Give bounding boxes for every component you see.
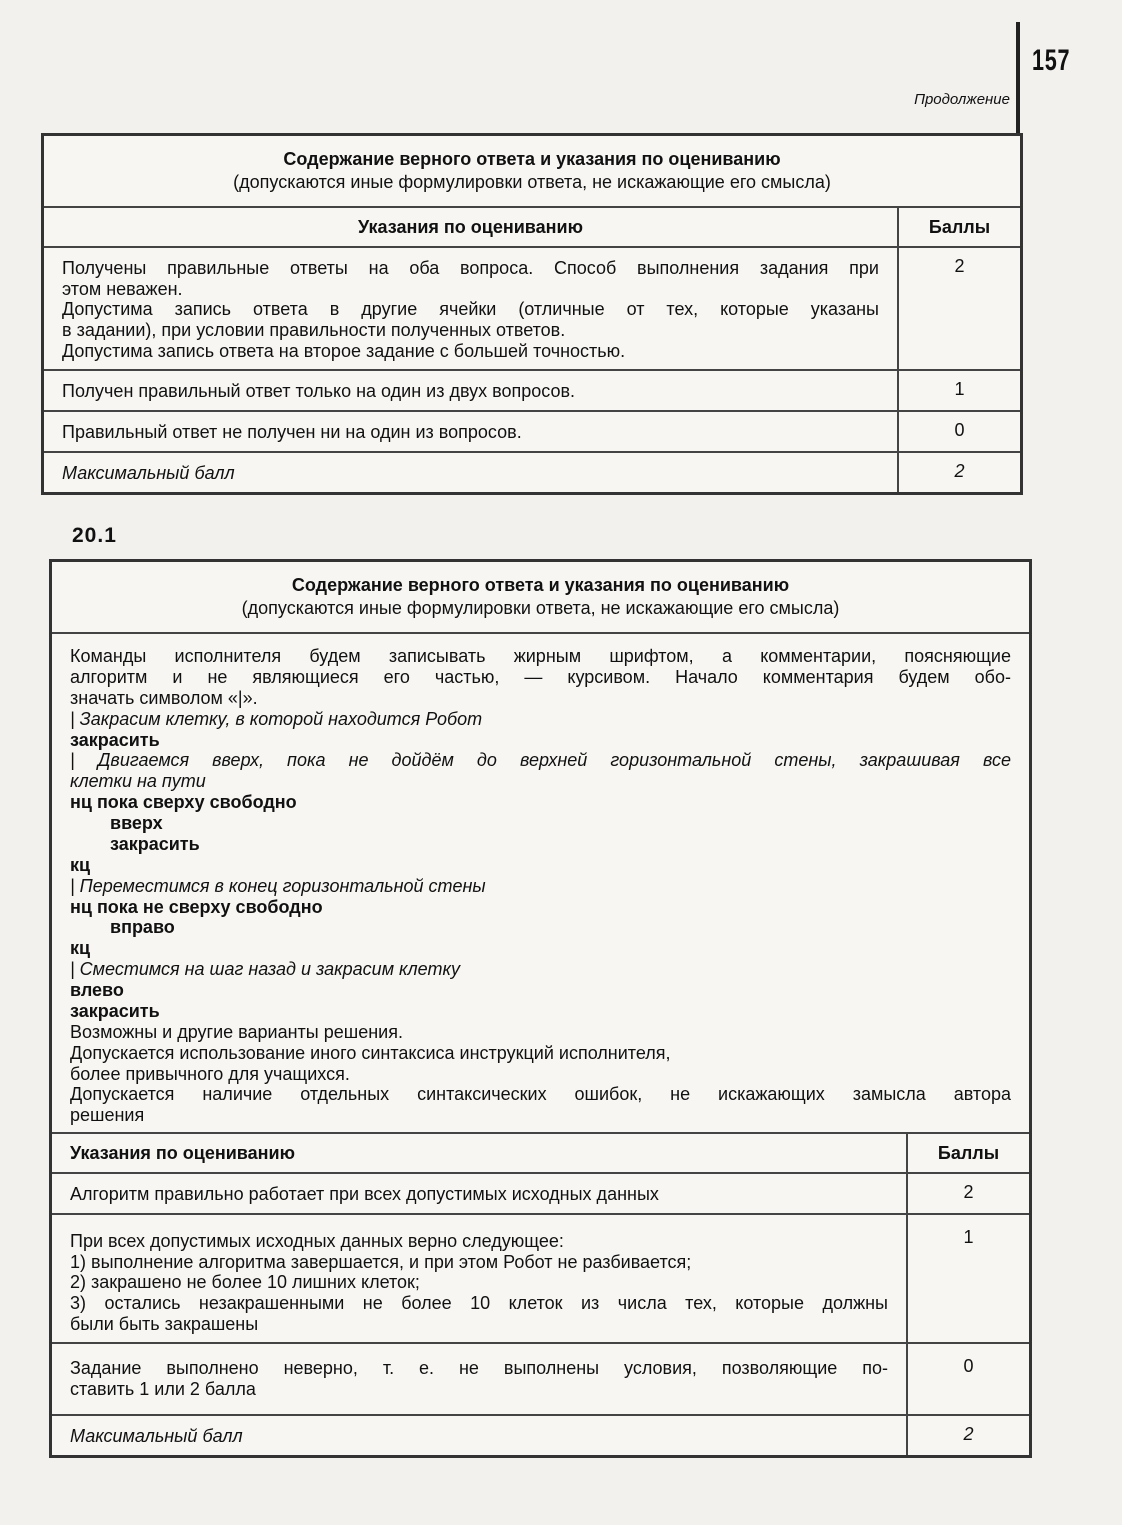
points-cell: 2 <box>907 1173 1031 1214</box>
column-header-instructions: Указания по оцениванию <box>43 207 899 247</box>
table-header <box>51 561 1031 634</box>
program-command: закрасить <box>70 729 160 750</box>
header-title: Содержание верного ответа и указания по оцениванию <box>291 575 790 596</box>
table-header-row <box>51 561 1031 634</box>
column-header-points: Баллы <box>898 207 1022 247</box>
program-command: вверх <box>110 813 163 833</box>
table-row <box>51 1173 1031 1214</box>
criteria-line: Допустима запись ответа в другие ячейки (отличные от тех, которые указаны <box>62 299 879 320</box>
criteria-cell <box>51 1214 908 1343</box>
answer-content-row <box>51 633 1031 1133</box>
table-row <box>43 411 1022 452</box>
criteria-cell <box>51 1173 908 1214</box>
criteria-line: 3) остались незакрашенными не более 10 клеток из числа тех, которые должны <box>70 1292 888 1313</box>
note-line: Допускается использование иного синтаксиса инструкций исполнителя, <box>70 1042 671 1063</box>
section-number: 20.1 <box>72 524 117 547</box>
program-command: влево <box>70 980 124 1000</box>
note-line: более привычного для учащихся. <box>70 1063 350 1084</box>
program-comment: | Двигаемся вверх, пока не дойдём до верхней горизонтальной стены, закрашивая все <box>70 750 1011 771</box>
column-header-points: Баллы <box>907 1133 1031 1173</box>
intro-line: алгоритм и не являющиеся его частью, — курсивом. Начало комментария будем обо- <box>70 666 1011 687</box>
table-row <box>51 1415 1031 1456</box>
criteria-line: ставить 1 или 2 балла <box>70 1378 256 1399</box>
intro-line: Команды исполнителя будем записывать жирным шрифтом, а комментарии, поясняющие <box>70 646 1011 666</box>
program-command: закрасить <box>110 833 200 854</box>
program-comment: | Сместимся на шаг назад и закрасим клетку <box>70 959 460 980</box>
table-row <box>43 247 1022 370</box>
criteria-line: При всех допустимых исходных данных верно следующее: <box>70 1230 564 1251</box>
max-score-value: 2 <box>898 452 1022 493</box>
criteria-cell: Правильный ответ не получен ни на один из вопросов. <box>43 411 899 452</box>
note-line: решения <box>70 1105 145 1126</box>
criteria-cell: Получен правильный ответ только на один из двух вопросов. <box>43 370 899 411</box>
table-header-row <box>43 135 1022 208</box>
page-number: 157 <box>1032 44 1071 77</box>
note-line: Допускается наличие отдельных синтаксических ошибок, не искажающих замысла автора <box>70 1084 1011 1105</box>
note-line: Возможны и другие варианты решения. <box>70 1021 403 1042</box>
points-cell: 0 <box>907 1343 1031 1415</box>
header-title: Содержание верного ответа и указания по оцениванию <box>283 149 781 170</box>
points-cell: 0 <box>898 411 1022 452</box>
program-command: вправо <box>110 917 175 938</box>
program-command: кц <box>70 938 91 959</box>
criteria-line: были быть закрашены <box>70 1313 259 1334</box>
answer-content <box>51 633 1031 1133</box>
criteria-cell <box>43 247 899 370</box>
points-cell: 1 <box>898 370 1022 411</box>
program-command: нц пока не сверху свободно <box>70 896 323 917</box>
continuation-label: Продолжение <box>914 91 1010 108</box>
program-command: кц <box>70 854 91 875</box>
criteria-cell <box>51 1343 908 1415</box>
program-command: закрасить <box>70 1000 160 1021</box>
criteria-line: Алгоритм правильно работает при всех допустимых исходных данных <box>70 1184 659 1205</box>
intro-line: значать символом «|». <box>70 687 258 708</box>
column-header-row <box>43 207 1022 247</box>
program-comment: клетки на пути <box>70 771 206 792</box>
program-comment: | Переместимся в конец горизонтальной стены <box>70 875 486 896</box>
criteria-line: Получены правильные ответы на оба вопроса. Способ выполнения задания при <box>62 258 879 278</box>
table-row <box>43 452 1022 493</box>
program-command: нц пока сверху свободно <box>70 792 297 813</box>
table-row <box>51 1343 1031 1415</box>
program-comment: | Закрасим клетку, в которой находится Робот <box>70 708 483 729</box>
points-cell: 1 <box>907 1214 1031 1343</box>
max-score-label: Максимальный балл <box>43 452 899 493</box>
grading-table-20-1 <box>49 559 1032 1458</box>
column-header-instructions: Указания по оцениванию <box>51 1133 908 1173</box>
column-header-row <box>51 1133 1031 1173</box>
header-subtitle: (допускаются иные формулировки ответа, не искажающие его смысла) <box>233 172 831 192</box>
criteria-line: 1) выполнение алгоритма завершается, и при этом Робот не разбивается; <box>70 1251 692 1272</box>
criteria-line: этом неважен. <box>62 278 183 299</box>
criteria-line: в задании), при условии правильности полученных ответов. <box>62 320 566 341</box>
table-header <box>43 135 1022 208</box>
criteria-line: 2) закрашено не более 10 лишних клеток; <box>70 1272 420 1293</box>
table-row <box>51 1214 1031 1343</box>
table-row <box>43 370 1022 411</box>
max-score-value: 2 <box>907 1415 1031 1456</box>
grading-table-continued <box>41 133 1023 495</box>
max-score-text: Максимальный балл <box>70 1426 243 1447</box>
criteria-line: Задание выполнено неверно, т. е. не выполнены условия, позволяющие по- <box>70 1358 888 1379</box>
header-subtitle: (допускаются иные формулировки ответа, не искажающие его смысла) <box>241 598 840 618</box>
max-score-label <box>51 1415 908 1456</box>
criteria-line: Допустима запись ответа на второе задание с большей точностью. <box>62 340 626 361</box>
points-cell: 2 <box>898 247 1022 370</box>
